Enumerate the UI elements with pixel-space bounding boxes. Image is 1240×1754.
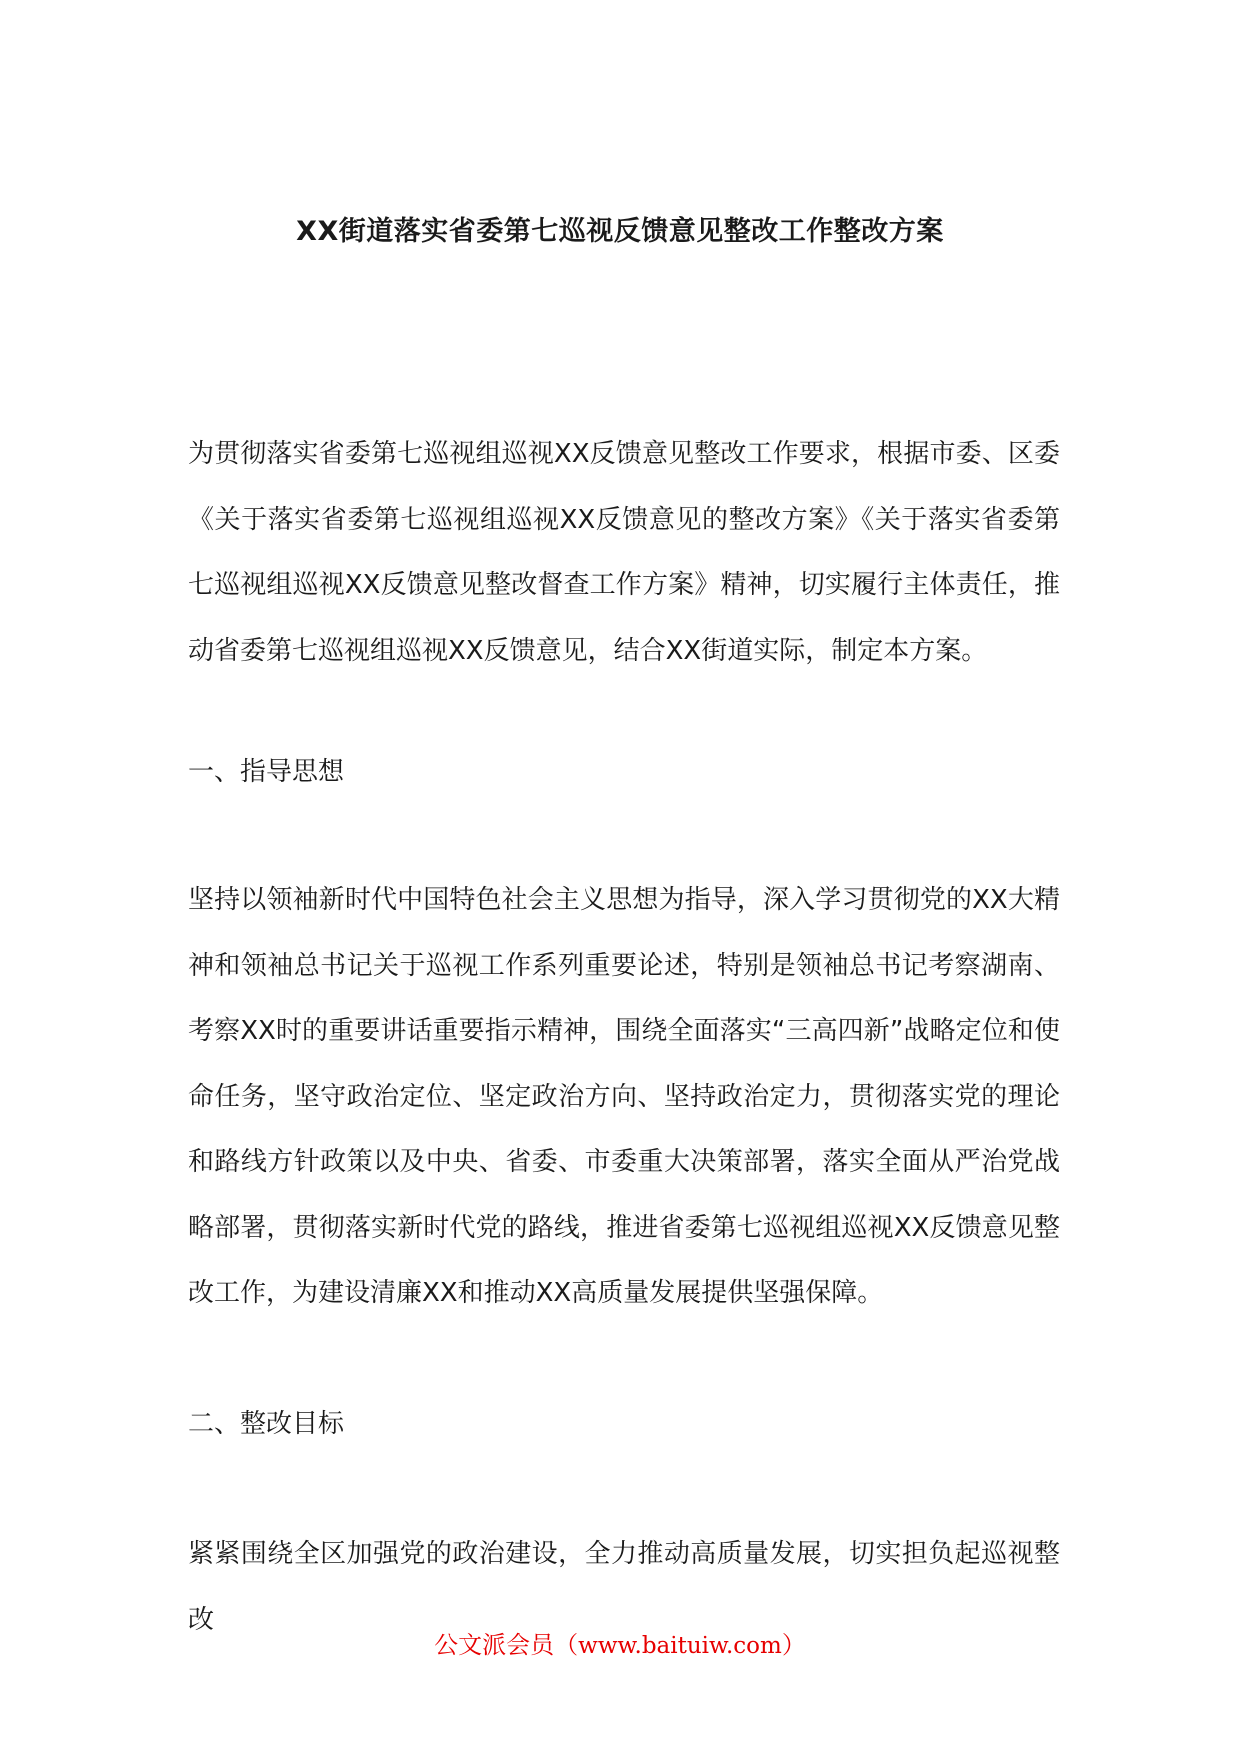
document-title: XX街道落实省委第七巡视反馈意见整改工作整改方案 (296, 216, 944, 247)
footer-paren-close: ） (781, 1631, 806, 1659)
footer-paren-open: （ (554, 1631, 579, 1659)
section-paragraph-rectification-goals: 紧紧围绕全区加强党的政治建设，全力推动高质量发展，切实担负起巡视整改 (188, 1539, 1060, 1635)
section-heading-rectification-goals: 二、整改目标 (188, 1409, 345, 1439)
footer-brand: 公文派会员 (434, 1631, 555, 1659)
footer-watermark (0, 1627, 1240, 1664)
section-paragraph-guiding-ideology: 坚持以领袖新时代中国特色社会主义思想为指导，深入学习贯彻党的XX大精神和领袖总书记关于巡视工作系列重要论述，特别是领袖总书记考察湖南、考察XX时的重要讲话重要指示精神，围绕全面落实“三高四新”战略定位和使命任务，坚守政治定位、坚定政治方向、坚持政治定力，贯彻落实党的理论和路线方针政策以及中央、省委、市委重大决策部署，落实全面从严治党战略部署，贯彻落实新时代党的路线，推进省委第七巡视组巡视XX反馈意见整改工作，为建设清廉XX和推动XX高质量发展提供坚强保障。 (188, 885, 1060, 1308)
footer-url-link[interactable]: www.baituiw.com (578, 1633, 782, 1659)
intro-paragraph: 为贯彻落实省委第七巡视组巡视XX反馈意见整改工作要求，根据市委、区委《关于落实省委第七巡视组巡视XX反馈意见的整改方案》《关于落实省委第七巡视组巡视XX反馈意见整改督查工作方案》精神，切实履行主体责任，推动省委第七巡视组巡视XX反馈意见，结合XX街道实际，制定本方案。 (188, 439, 1060, 666)
section-heading-guiding-ideology: 一、指导思想 (188, 757, 345, 787)
